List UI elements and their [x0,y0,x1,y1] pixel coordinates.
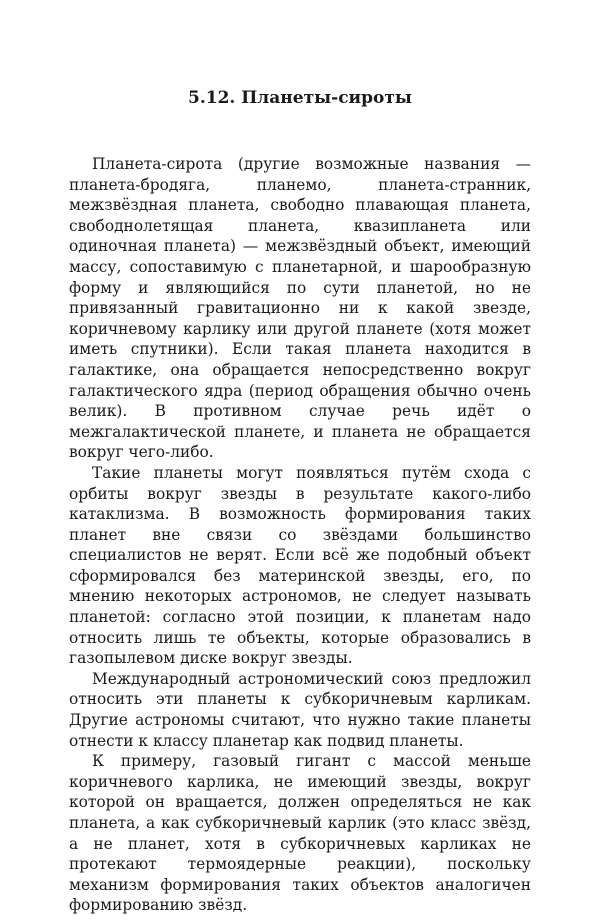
paragraph-orphan-planet-definition: Планета-сирота (другие возможные названия — планета-бродяга, планемо, планета-странник, межзвёздная планета, свободно плавающая планета, свободнолетящая планета, квазипланета или одиночная планета) — межзвёздный объект, имеющий массу, сопоставимую с планетарной, и шарообразную форму и являющийся по сути планетой, но не привязанный гравитационно ни к какой звезде, коричневому карлику или другой планете (хотя может иметь спутники). Если такая планета находится в галактике, она обращается непосредственно вокруг галактического ядра (период обращения обычно очень велик). В противном случае речь идёт о межгалактической планете, и планета не обращается вокруг чего-либо. [69,155,531,462]
paragraph-gas-giant-example: К примеру, газовый гигант с массой меньше коричневого карлика, не имеющий звезды, вокруг которой он вращается, должен определяться не как планета, а как субкоричневый карлик (это класс звёзд, а не планет, хотя в субкоричневых карликах не протекают термоядерные реакции), поскольку механизм формирования таких объектов аналогичен формированию звёзд. [69,752,531,915]
body-text [69,154,531,916]
book-page [69,88,531,916]
section-title: 5.12. Планеты-сироты [188,88,412,108]
paragraph-iau-proposal: Международный астрономический союз предложил относить эти планеты к субкоричневым карликам. Другие астрономы считают, что нужно такие планеты отнести к классу планетар как подвид планеты. [69,669,531,750]
paragraph-orphan-planet-origin: Такие планеты могут появляться путём схода с орбиты вокруг звезды в результате какого-либо катаклизма. В возможность формирования таких планет вне связи со звёздами большинство специалистов не верят. Если всё же подобный объект сформировался без материнской звезды, его, по мнению некоторых астрономов, не следует называть планетой: согласно этой позиции, к планетам надо относить лишь те объекты, которые образовались в газопылевом диске вокруг звезды. [69,463,531,668]
